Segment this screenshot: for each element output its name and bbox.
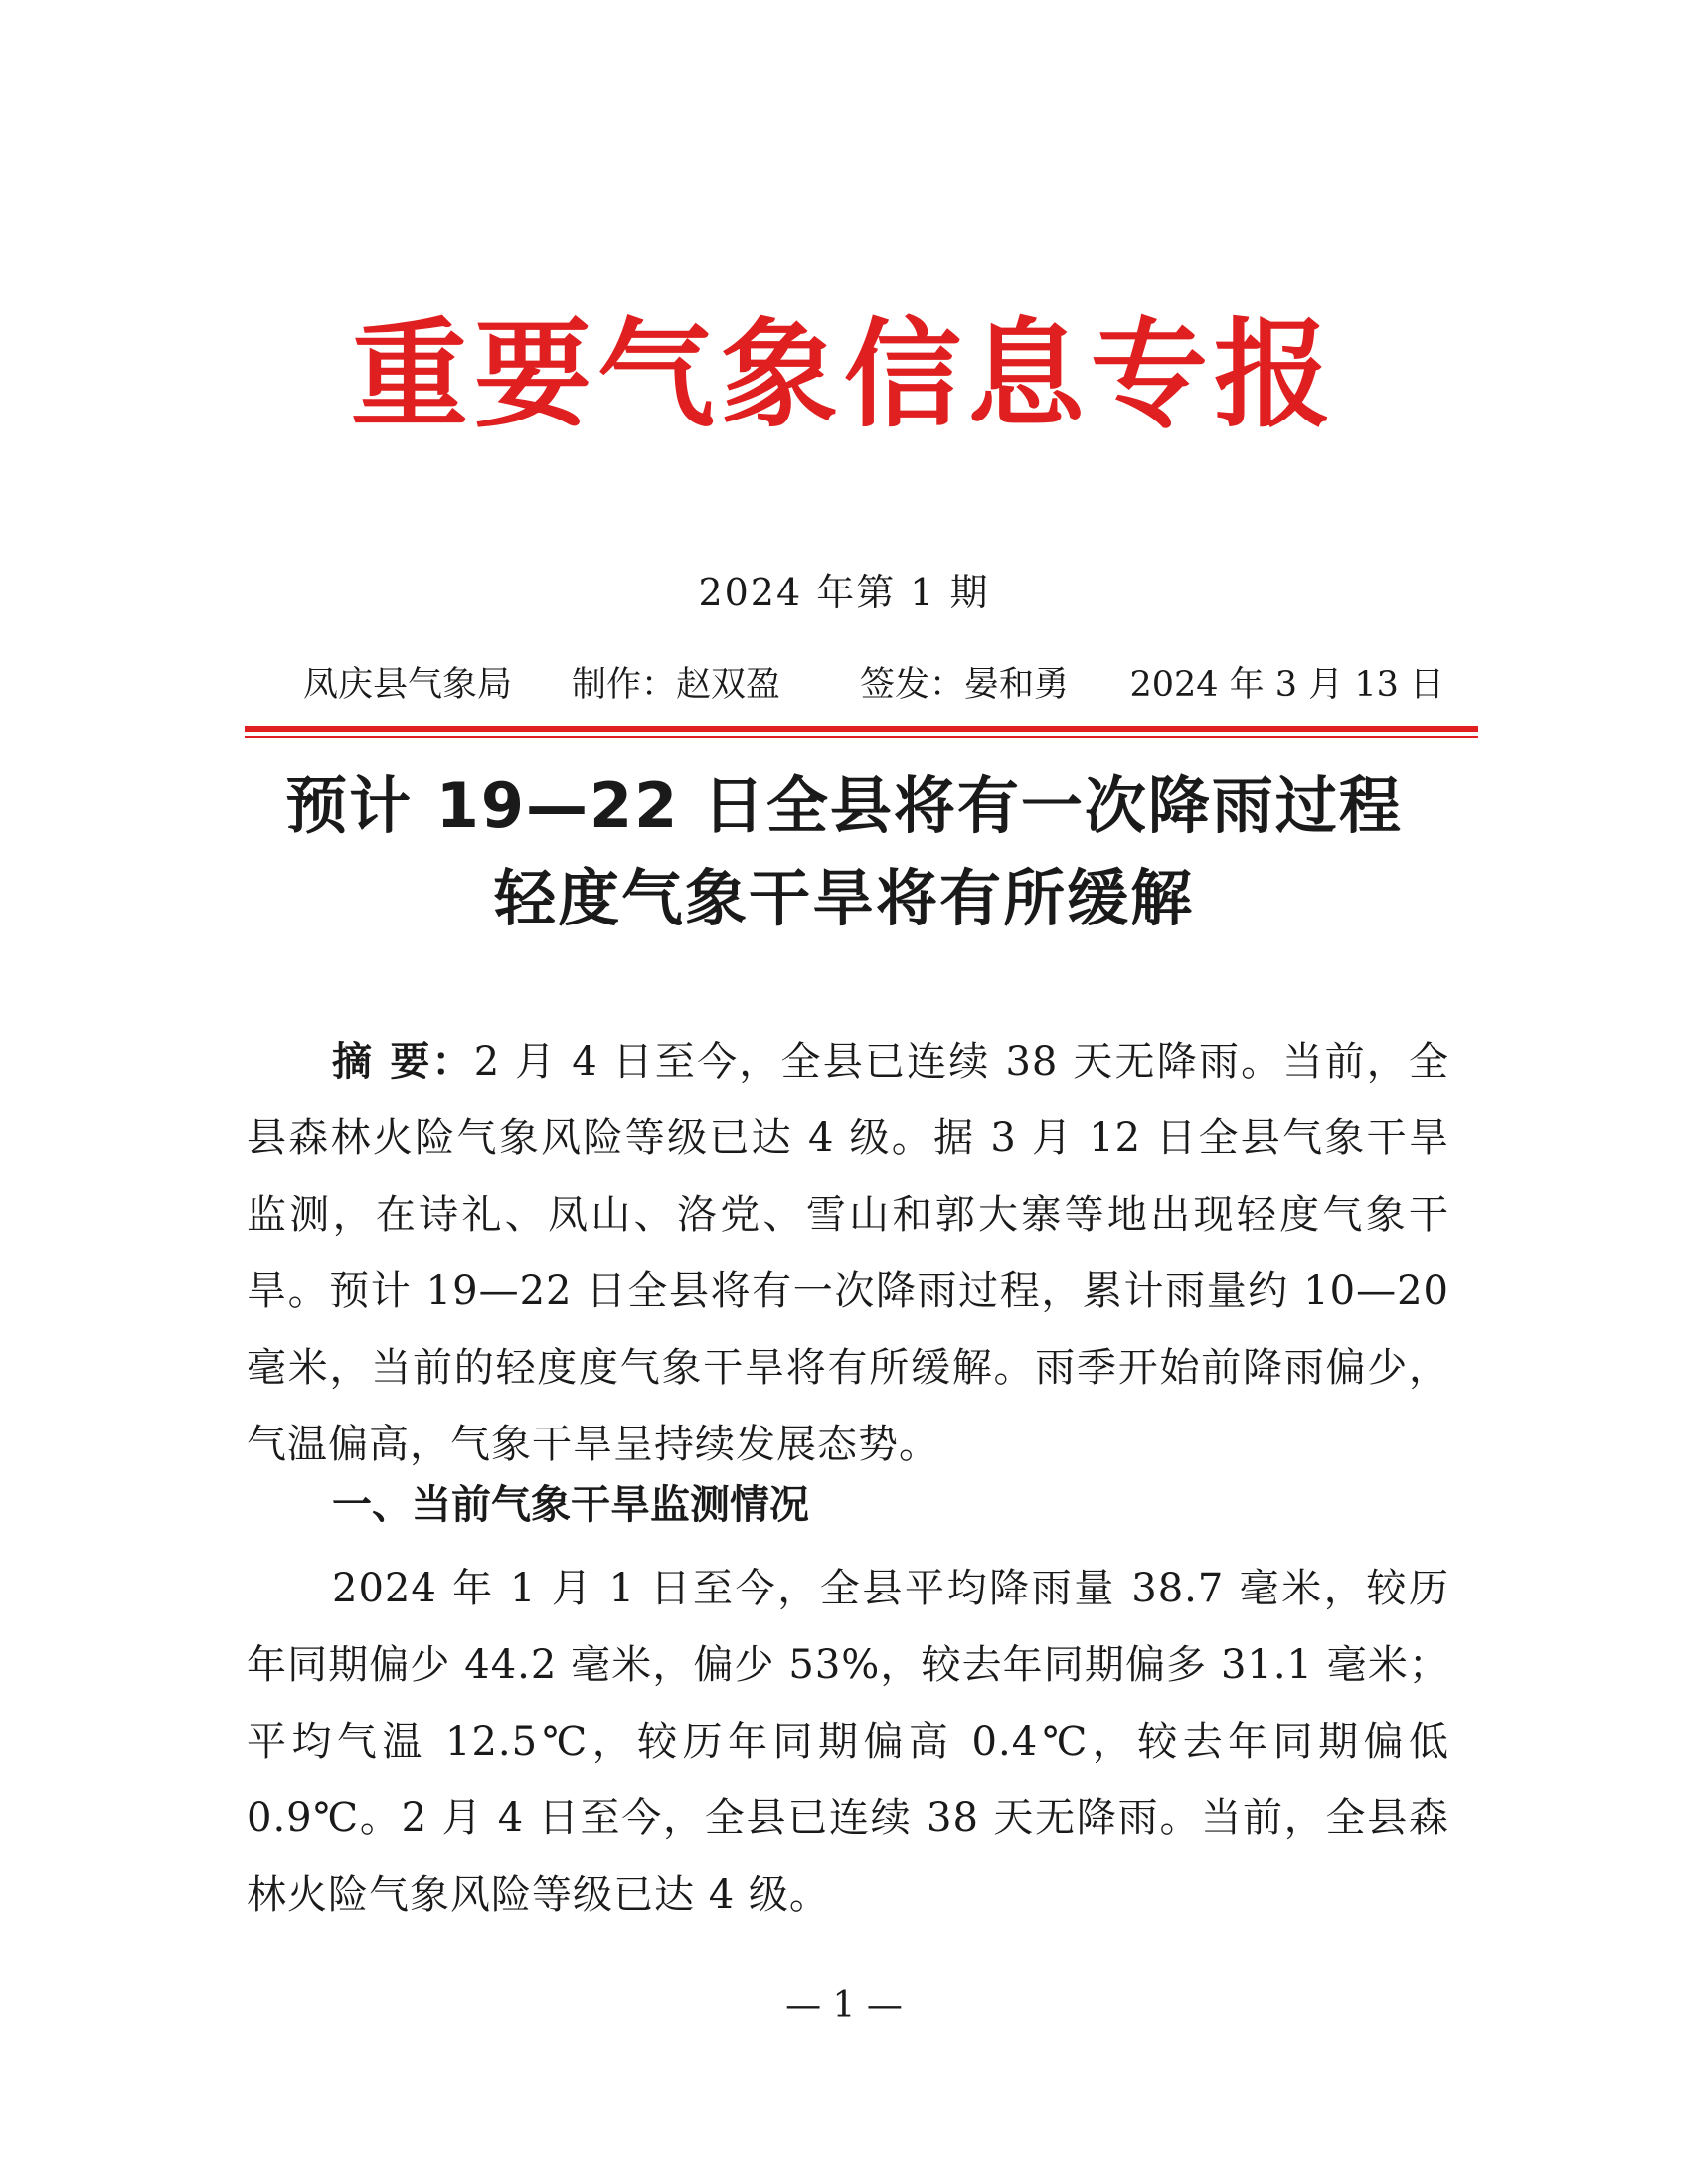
abstract-paragraph (247, 1024, 1449, 1483)
masthead-title: 重要气象信息专报 (350, 306, 1337, 443)
abstract-label: 摘 要： (332, 1039, 474, 1085)
page-number: — 1 — (785, 1985, 903, 2026)
headline-line-2: 轻度气象干旱将有所缓解 (493, 862, 1194, 934)
meta-date: 2024 年 3 月 13 日 (1129, 665, 1444, 705)
headline-line-1: 预计 19—22 日全县将有一次降雨过程 (285, 769, 1403, 842)
meta-organization: 凤庆县气象局 (303, 665, 513, 705)
section-1-paragraph: 2024 年 1 月 1 日至今，全县平均降雨量 38.7 毫米，较历年同期偏少 44.2 毫米，偏少 53%，较去年同期偏多 31.1 毫米；平均气温 12.5℃，较历年同期偏高 0.4℃，较去年同期偏低 0.9℃。2 月 4 日至今，全县已连续 38 天无降雨。当前，全县森林火险气象风险等级已达 4 级。 (247, 1566, 1449, 1918)
meta-maker: 制作：赵双盈 (572, 665, 781, 705)
abstract-text: 2 月 4 日至今，全县已连续 38 天无降雨。当前，全县森林火险气象风险等级已达 4 级。据 3 月 12 日全县气象干旱监测，在诗礼、凤山、洛党、雪山和郭大寨等地出现轻度气象干旱。预计 19—22 日全县将有一次降雨过程，累计雨量约 10—20 毫米，当前的轻度度气象干旱将有所缓解。雨季开始前降雨偏少，气温偏高，气象干旱呈持续发展态势。 (247, 1039, 1449, 1467)
red-divider-thick (245, 726, 1478, 732)
issue-number: 2024 年第 1 期 (698, 571, 990, 614)
section-heading-1: 一、当前气象干旱监测情况 (332, 1482, 809, 1528)
red-divider-thin (245, 736, 1478, 738)
meta-issuer: 签发：晏和勇 (860, 665, 1070, 705)
